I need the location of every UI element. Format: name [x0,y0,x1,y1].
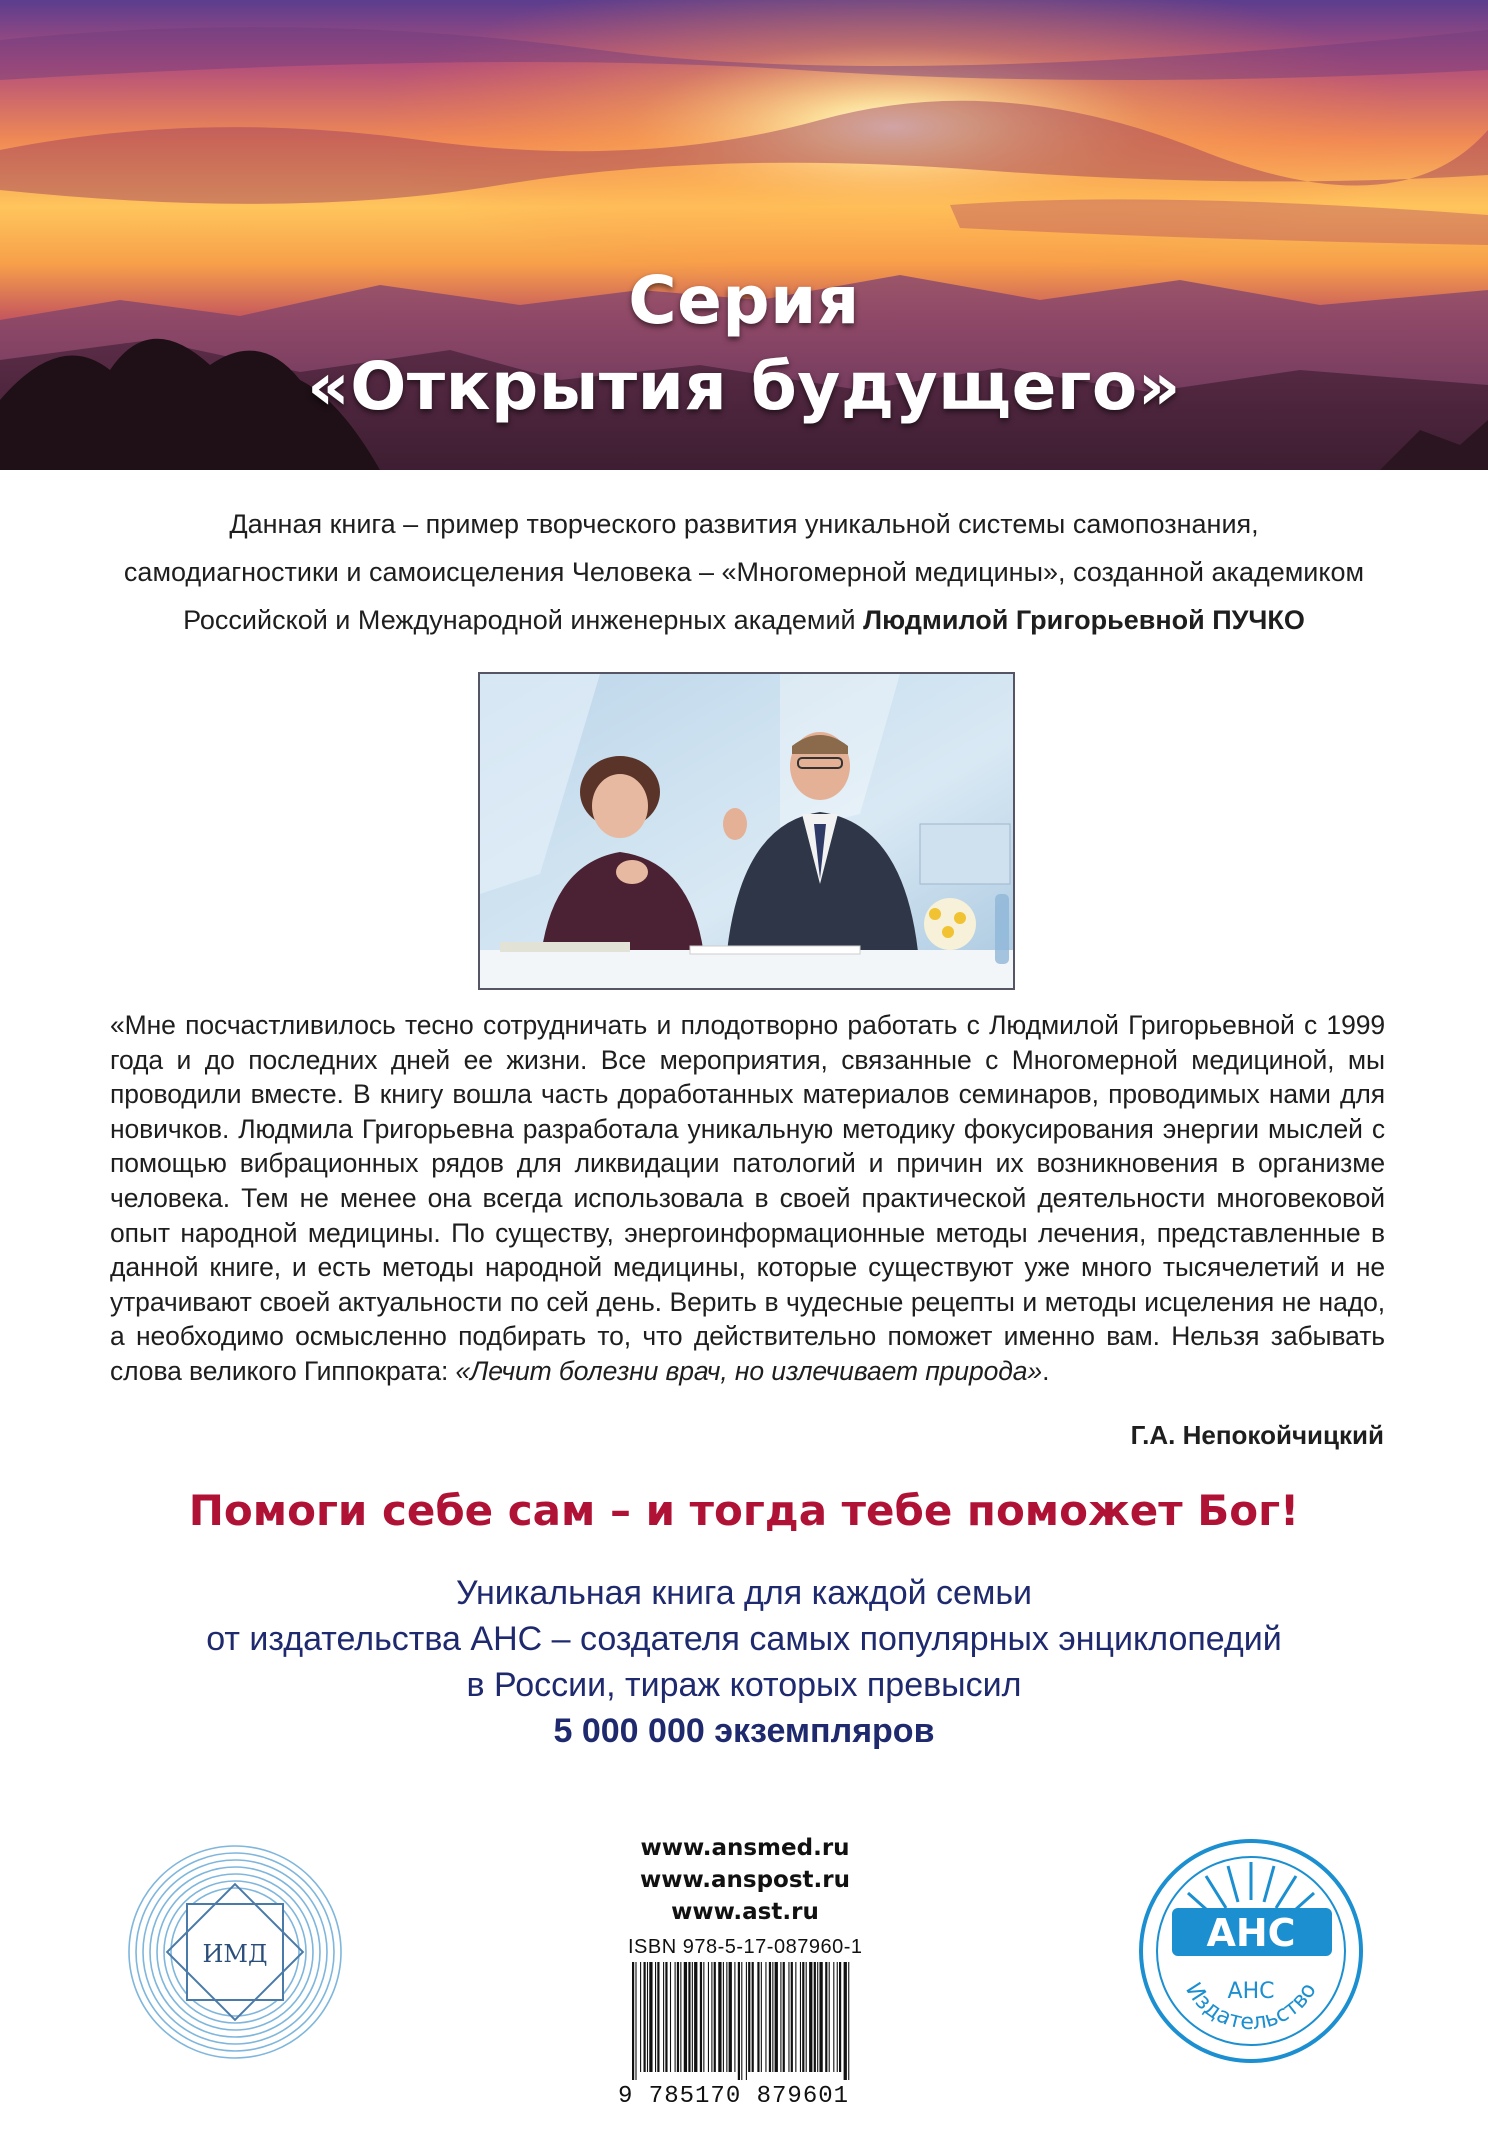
promo-line: Уникальная книга для каждой семьи [455,1574,1033,1612]
barcode-bar [718,1962,721,2072]
barcode-bar [757,1962,759,2072]
barcode-bar [800,1962,801,2072]
barcode-bar [700,1962,702,2072]
barcode-bar [752,1962,754,2072]
barcode-bar [769,1962,771,2072]
intro-line: самодиагностики и самоисцеления Человека – «Многомерной медицины», созданной академиком [123,557,1365,587]
barcode-bar [806,1962,807,2072]
url-link[interactable]: www.anspost.ru [640,1867,850,1893]
barcode-bar [848,1962,849,2080]
barcode-bar [741,1962,742,2080]
barcode-bar [684,1962,687,2072]
intro-line: Данная книга – пример творческого развития уникальной системы самопознания, [229,509,1259,539]
barcode-bar [844,1962,847,2080]
series-title-line1: Серия [628,262,860,339]
seminar-photo [478,672,1015,990]
quote-tail: . [1042,1355,1050,1386]
ans-logo-inner-text: АНС [1227,1979,1275,2004]
barcode-bar [809,1962,812,2072]
barcode-bar [675,1962,676,2072]
publisher-urls [600,1832,890,1928]
ans-logo-title: АНС [1206,1911,1296,1955]
barcode-bar [632,1962,634,2080]
imd-seal-logo [125,1842,345,2062]
barcode-bar [829,1962,830,2072]
barcode-bar [665,1962,667,2072]
intro-line-regular: Российской и Международной инженерных академий [183,605,864,635]
barcode-bar [694,1962,697,2072]
barcode-bar [649,1962,652,2072]
testimonial-quote [110,1008,1385,1389]
intro-line [90,596,1398,644]
promo-line: от издательства АНС – создателя самых популярных энциклопедий [206,1620,1282,1658]
barcode-bar [775,1962,778,2072]
barcode-bar [795,1962,796,2072]
barcode-bar [833,1962,834,2072]
url-link[interactable]: www.ansmed.ru [640,1835,850,1861]
barcode-bar [711,1962,712,2072]
intro-paragraph [90,500,1398,644]
barcode-bar [663,1962,664,2072]
barcode-bar [729,1962,732,2072]
promo-line: в России, тираж которых превысил [466,1666,1022,1704]
barcode-bar [814,1962,816,2072]
barcode-bar [708,1962,709,2072]
barcode-bar [680,1962,681,2072]
quote-author: Г.А. Непокойчицкий [1130,1420,1384,1450]
publisher-promo [0,1570,1488,1754]
cover-hero [0,0,1488,470]
barcode-bar [688,1962,690,2072]
barcode-bar [746,1962,747,2080]
barcode-bar [723,1962,724,2072]
barcode-bar [734,1962,735,2072]
ans-publisher-logo [1138,1838,1364,2064]
barcode-bar [738,1962,740,2080]
barcode-bar [819,1962,822,2072]
quote-text: «Мне посчастливилось тесно сотрудничать и плодотворно работать с Людмилой Григорьевной с 1999 года и до последних дней ее жизни. Все мероприятия, связанные с Многомерной медициной, мы проводили вместе. В книгу вошла часть доработанных материалов семинаров, проводимых нами для новичков. Людмила Григорьевна разработала уникальную методику фокусирования энергии мыслей с помощью вибрационных рядов для ликвидации патологий и причин их возникновения в организме человека. Тем не менее она всегда использовала в своей практической деятельности многовековой опыт народной медицины. По существу, энергоинформационные методы лечения, представленные в данной книге, и есть методы народной медицины, которые существуют уже много тысячелетий и не утрачивают своей актуальности по сей день. Верить в чудесные рецепты и методы исцеления не надо, а необходимо осмысленно подбирать то, что действительно поможет именно вам. Нельзя забывать слова великого Гиппократа: [110,1010,1385,1386]
series-title-line2: «Открытия будущего» [307,348,1181,425]
promo-circulation: 5 000 000 экземпляров [553,1712,935,1750]
imd-logo-text: ИМД [202,1940,268,1968]
barcode-bar [714,1962,716,2072]
barcode-bar [670,1962,671,2072]
barcode-bar [817,1962,818,2072]
barcode-bar [677,1962,679,2072]
barcode-bar [635,1962,636,2080]
url-link[interactable]: www.ast.ru [671,1899,819,1925]
barcode-bar [647,1962,648,2072]
ans-logo-ring-text: Издательство [1180,1978,1322,2036]
barcode-bar [825,1962,827,2072]
barcode-bar [748,1962,750,2072]
barcode-bar [692,1962,693,2072]
barcode-bar [657,1962,659,2072]
barcode-bar [655,1962,656,2072]
barcode-bar [726,1962,727,2072]
barcode-bar [783,1962,785,2072]
barcode-bar [788,1962,789,2072]
barcode-bar [780,1962,781,2072]
barcode-bar [802,1962,804,2072]
author-name-highlight: Людмилой Григорьевной ПУЧКО [863,605,1305,635]
barcode-bar [640,1962,641,2072]
barcode-number: 9 785170 879601 [618,2083,850,2110]
barcode-bar [791,1962,793,2072]
slogan: Помоги себе сам – и тогда тебе поможет Бог! [188,1486,1300,1535]
barcode-bar [703,1962,704,2072]
barcode-bar [644,1962,646,2072]
quote-citation: «Лечит болезни врач, но излечивает природа» [455,1355,1043,1386]
barcode-bar [837,1962,838,2072]
barcode-bar [765,1962,766,2072]
seminar-photo-image [480,674,1013,988]
barcode-bar [761,1962,762,2072]
isbn-label: ISBN 978-5-17-087960-1 [628,1936,863,1958]
barcode-bar [839,1962,841,2072]
barcode-bar [772,1962,773,2072]
isbn-barcode [628,1962,854,2082]
